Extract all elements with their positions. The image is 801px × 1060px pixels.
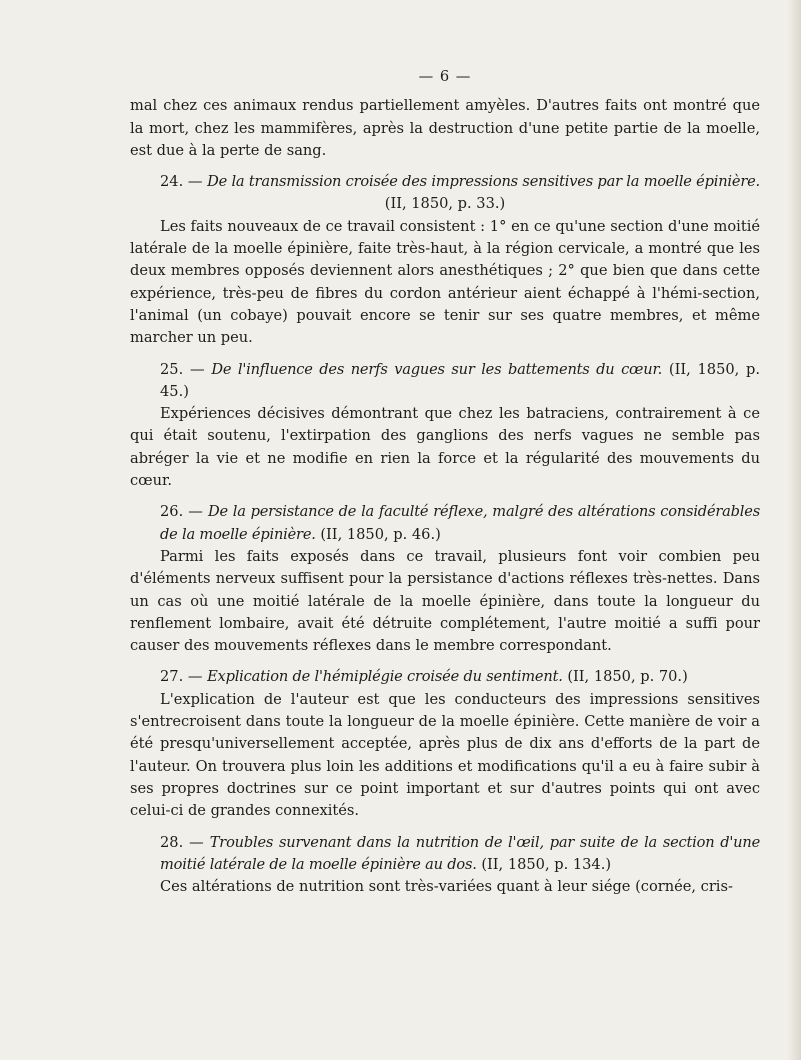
entry-title <box>130 501 760 546</box>
entry-title-text: De l'influence des nerfs vagues sur les battements du cœur. <box>211 360 663 378</box>
entry-source: (II, 1850, p. 33.) <box>384 195 506 213</box>
entry-source: (II, 1850, p. 70.) <box>567 668 688 686</box>
entry-title-text: De la transmission croisée des impressions sensitives par la moelle épinière. <box>207 173 760 191</box>
entry-title <box>130 832 760 877</box>
page-edge-shadow <box>787 0 801 1060</box>
entry-source: (II, 1850, p. 46.) <box>320 525 441 543</box>
entry-body: Expériences décisives démontrant que chez les batraciens, contrairement à ce qui était soutenu, l'extirpation des ganglions des nerfs vagues ne semble pas abréger la vie et ne modifie en rien la force et la régularité des mouvements du cœur. <box>130 405 760 490</box>
entry-number: 28. — <box>160 833 204 851</box>
entry-title <box>130 666 760 688</box>
entry-source: (II, 1850, p. 134.) <box>481 855 612 873</box>
entry-body: Ces altérations de nutrition sont très-variées quant à leur siége (cornée, cris- <box>160 878 733 896</box>
entry-title-text: Troubles survenant dans la nutrition de l'œil, par suite de la section d'une moitié latérale de la moelle épinière au dos. <box>160 833 761 873</box>
entry-number: 25. — <box>160 360 205 378</box>
entry-27 <box>130 666 760 822</box>
entry-title-text: Explication de l'hémiplégie croisée du sentiment. <box>207 668 563 686</box>
entry-body: L'explication de l'auteur est que les conducteurs des impressions sensitives s'entrecroisent dans toute la longueur de la moelle épinière. Cette manière de voir a été presqu'universellement acceptée, après plus de dix ans d'efforts de la part de l'auteur. On trouvera plus loin les additions et modifications qu'il a eu à faire subir à ses propres doctrines sur ce point important et sur d'autres points qui ont avec celui-ci de grandes connexités. <box>130 690 760 820</box>
entry-title <box>130 359 760 404</box>
entry-28 <box>130 832 760 899</box>
entry-title <box>130 171 760 193</box>
entry-body: Les faits nouveaux de ce travail consistent : 1° en ce qu'une section d'une moitié latérale de la moelle épinière, faite très-haut, à la région cervicale, a montré que les deux membres opposés deviennent alors anesthétiques ; 2° que bien que dans cette expérience, très-peu de fibres du cordon antérieur aient échappé à l'hémi-section, l'animal (un cobaye) pouvait encore se tenir sur ses quatre membres, et même marcher un peu. <box>130 217 760 347</box>
entry-number: 26. — <box>160 503 203 521</box>
entry-number: 24. — <box>160 173 203 191</box>
entry-26 <box>130 501 760 657</box>
entry-24 <box>130 171 760 349</box>
entry-title-text: De la persistance de la faculté réflexe, malgré des altérations considérables de la moelle épinière. <box>160 503 760 543</box>
page-number: — 6 — <box>418 68 472 85</box>
entry-25 <box>130 359 760 493</box>
intro-paragraph: mal chez ces animaux rendus partiellement amyèles. D'autres faits ont montré que la mort, chez les mammifères, après la destruction d'une petite partie de la moelle, est due à la perte de sang. <box>130 97 760 159</box>
entry-body: Parmi les faits exposés dans ce travail, plusieurs font voir combien peu d'éléments nerveux suffisent pour la persistance d'actions réflexes très-nettes. Dans un cas où une moitié latérale de la moelle épinière, dans toute la longueur du renflement lombaire, avait été détruite complétement, l'autre moitié a suffi pour causer des mouvements réflexes dans le membre correspondant. <box>130 547 760 655</box>
document-page <box>130 66 760 898</box>
entry-source: (II, 1850, p. 45.) <box>160 360 761 400</box>
entry-number: 27. — <box>160 668 203 686</box>
